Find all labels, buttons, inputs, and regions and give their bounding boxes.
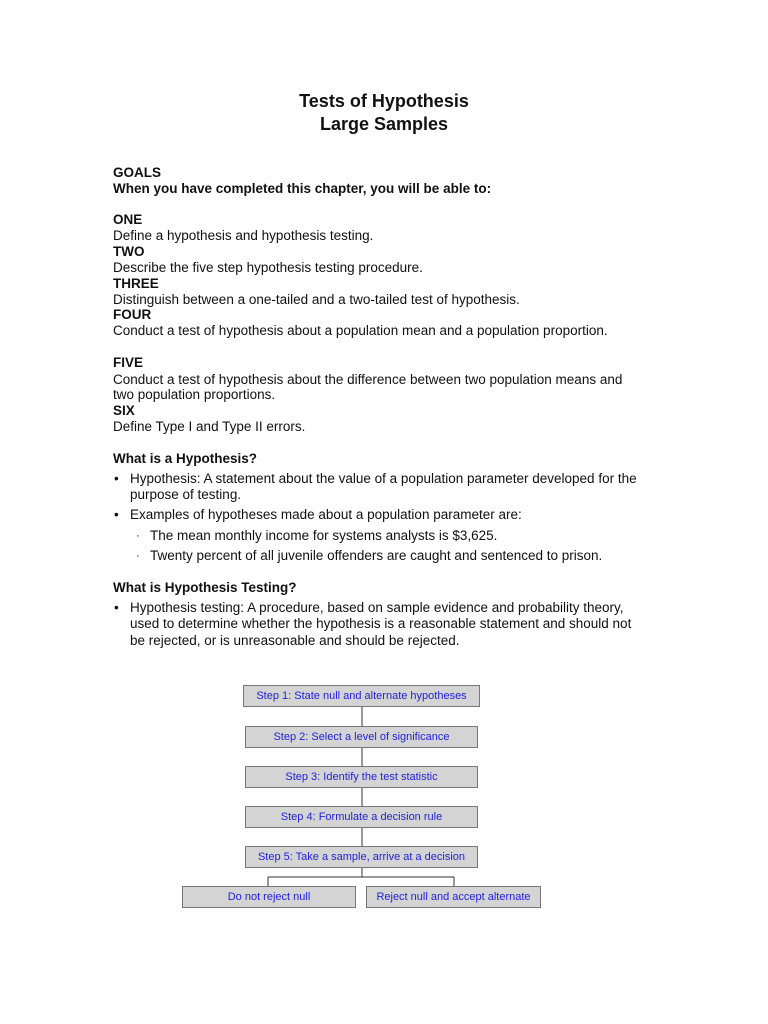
testing-definition-line2: used to determine whether the hypothesis is a reasonable statement and should not: [130, 616, 632, 631]
goal-label-six: SIX: [113, 403, 135, 418]
hypothesis-heading: What is a Hypothesis?: [113, 451, 258, 466]
bullet-icon: •: [114, 471, 119, 486]
goal-text-one: Define a hypothesis and hypothesis testing.: [113, 228, 374, 243]
goal-text-six: Define Type I and Type II errors.: [113, 419, 306, 434]
bullet-icon: •: [114, 507, 119, 522]
goal-label-one: ONE: [113, 212, 143, 227]
sub-bullet-icon: ·: [136, 530, 140, 542]
flowchart-step-4: Step 4: Formulate a decision rule: [245, 806, 478, 828]
testing-definition-line3: be rejected, or is unreasonable and should be rejected.: [130, 633, 460, 648]
goal-label-three: THREE: [113, 276, 159, 291]
testing-definition-line1: Hypothesis testing: A procedure, based on sample evidence and probability theory,: [130, 600, 624, 615]
goal-text-three: Distinguish between a one-tailed and a two-tailed test of hypothesis.: [113, 292, 520, 307]
goal-text-five-line2: two population proportions.: [113, 387, 276, 402]
goal-text-five-line1: Conduct a test of hypothesis about the difference between two population means and: [113, 372, 623, 387]
goal-label-four: FOUR: [113, 307, 152, 322]
goal-label-two: TWO: [113, 244, 145, 259]
document-subtitle: Large Samples: [319, 114, 449, 134]
bullet-icon: •: [114, 600, 119, 615]
goal-label-five: FIVE: [113, 355, 144, 370]
sub-bullet-icon: ·: [136, 550, 140, 562]
hypothesis-definition-line2: purpose of testing.: [130, 487, 242, 502]
flowchart-outcome-do-not-reject: Do not reject null: [182, 886, 356, 908]
flowchart-step-3: Step 3: Identify the test statistic: [245, 766, 478, 788]
goals-heading: GOALS: [113, 165, 162, 180]
goal-text-two: Describe the five step hypothesis testing procedure.: [113, 260, 423, 275]
hypothesis-example-2: Twenty percent of all juvenile offenders are caught and sentenced to prison.: [150, 548, 603, 563]
hypothesis-examples-intro: Examples of hypotheses made about a population parameter are:: [130, 507, 522, 522]
goals-intro: When you have completed this chapter, you will be able to:: [113, 181, 492, 196]
testing-heading: What is Hypothesis Testing?: [113, 580, 297, 595]
hypothesis-example-1: The mean monthly income for systems analysts is $3,625.: [150, 528, 498, 543]
flowchart-step-1: Step 1: State null and alternate hypotheses: [243, 685, 480, 707]
flowchart-outcome-reject: Reject null and accept alternate: [366, 886, 541, 908]
flowchart-step-2: Step 2: Select a level of significance: [245, 726, 478, 748]
document-title: Tests of Hypothesis: [299, 91, 469, 111]
flowchart-step-5: Step 5: Take a sample, arrive at a decision: [245, 846, 478, 868]
goal-text-four: Conduct a test of hypothesis about a population mean and a population proportion.: [113, 323, 608, 338]
hypothesis-definition-line1: Hypothesis: A statement about the value of a population parameter developed for the: [130, 471, 637, 486]
